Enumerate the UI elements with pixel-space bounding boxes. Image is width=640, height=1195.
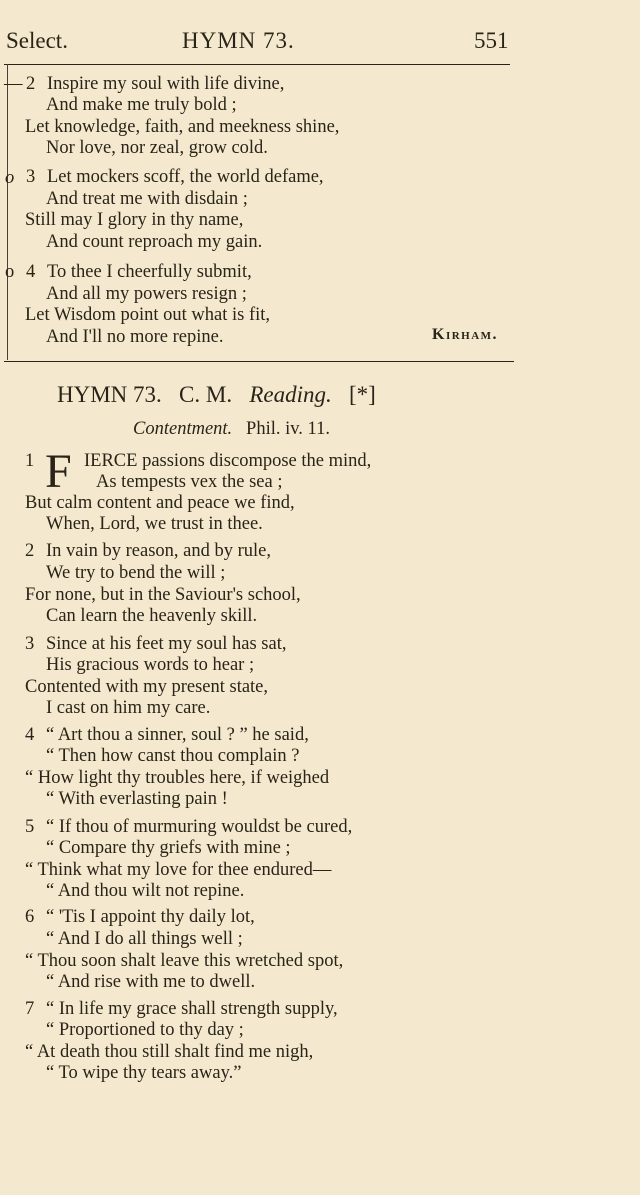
verse-line: For none, but in the Saviour's school,: [25, 585, 301, 605]
verse-line: To thee I cheerfully submit,: [47, 262, 252, 282]
hymn-meter: C. M.: [179, 382, 233, 407]
verse-line: And count reproach my gain.: [46, 232, 263, 252]
drop-cap: F: [45, 445, 72, 498]
verse-line: “ How light thy troubles here, if weighed: [25, 768, 330, 788]
verse-number: 2: [26, 74, 36, 94]
verse-line: And treat me with disdain ;: [46, 189, 248, 209]
section-rule: [4, 361, 514, 362]
header-rule: [4, 64, 510, 65]
hymn-tune: Reading.: [249, 382, 332, 407]
verse-line: “ If thou of murmuring wouldst be cured,: [46, 817, 353, 837]
verse-number: 5: [25, 817, 35, 837]
verse-number: 4: [25, 725, 35, 745]
page-header: [0, 28, 640, 62]
scripture-reference: Phil. iv. 11.: [246, 419, 330, 439]
verse-line: “ In life my grace shall strength supply,: [46, 999, 338, 1019]
verse-marker: o: [5, 168, 15, 188]
verse-number: 7: [25, 999, 35, 1019]
hymn-heading: [57, 382, 376, 408]
verse-line: And I'll no more repine.: [46, 327, 224, 347]
verse-line: IERCE passions discompose the mind,: [84, 451, 372, 471]
verse-number: 3: [26, 167, 36, 187]
verse-line: “ Art thou a sinner, soul ? ” he said,: [46, 725, 309, 745]
hymn-mark: [*]: [348, 382, 376, 407]
verse-line: When, Lord, we trust in thee.: [46, 514, 263, 534]
subject-label: Contentment.: [133, 419, 233, 439]
verse-line: Let knowledge, faith, and meekness shine,: [25, 117, 340, 137]
running-title: HYMN 73.: [182, 28, 295, 53]
verse-line: “ To wipe thy tears away.”: [46, 1063, 242, 1083]
verse-marker: —: [4, 74, 23, 94]
author-attribution: Kirham.: [432, 326, 499, 343]
verse-line: Inspire my soul with life divine,: [47, 74, 285, 94]
verse-line: “ And thou wilt not repine.: [46, 881, 245, 901]
verse-number: 4: [26, 262, 36, 282]
verse-line: Nor love, nor zeal, grow cold.: [46, 138, 268, 158]
verse-line: Still may I glory in thy name,: [25, 210, 244, 230]
verse-line: “ And rise with me to dwell.: [46, 972, 256, 992]
verse-line: “ At death thou still shalt find me nigh,: [25, 1042, 314, 1062]
verse-line: Let Wisdom point out what is fit,: [25, 305, 271, 325]
verse-line: “ Think what my love for thee endured—: [25, 860, 332, 880]
section-label: Select.: [6, 28, 68, 53]
verse-line: And make me truly bold ;: [46, 95, 237, 115]
hymn-subject: [133, 419, 330, 440]
verse-line: “ Proportioned to thy day ;: [46, 1020, 244, 1040]
verse-line: I cast on him my care.: [46, 698, 211, 718]
verse-number: 3: [25, 634, 35, 654]
verse-line: “ With everlasting pain !: [46, 789, 228, 809]
hymn-title: HYMN 73.: [57, 382, 162, 407]
verse-line: Let mockers scoff, the world defame,: [47, 167, 324, 187]
verse-line: And all my powers resign ;: [46, 284, 247, 304]
verse-number: 1: [25, 451, 35, 471]
verse-line: “ Thou soon shalt leave this wretched spot,: [25, 951, 344, 971]
verse-line: “ 'Tis I appoint thy daily lot,: [46, 907, 255, 927]
verse-line: Since at his feet my soul has sat,: [46, 634, 287, 654]
verse-line: As tempests vex the sea ;: [96, 472, 283, 492]
verse-line: Can learn the heavenly skill.: [46, 606, 258, 626]
verse-number: 2: [25, 541, 35, 561]
verse-line: “ Compare thy griefs with mine ;: [46, 838, 291, 858]
verse-line: In vain by reason, and by rule,: [46, 541, 272, 561]
margin-bracket: [7, 64, 8, 360]
verse-line: “ Then how canst thou complain ?: [46, 746, 300, 766]
verse-line: Contented with my present state,: [25, 677, 269, 697]
verse-marker: o: [5, 262, 15, 282]
verse-line: But calm content and peace we find,: [25, 493, 295, 513]
page-number: 551: [474, 28, 509, 53]
verse-number: 6: [25, 907, 35, 927]
verse-line: “ And I do all things well ;: [46, 929, 243, 949]
verse-line: His gracious words to hear ;: [46, 655, 255, 675]
verse-line: We try to bend the will ;: [46, 563, 226, 583]
